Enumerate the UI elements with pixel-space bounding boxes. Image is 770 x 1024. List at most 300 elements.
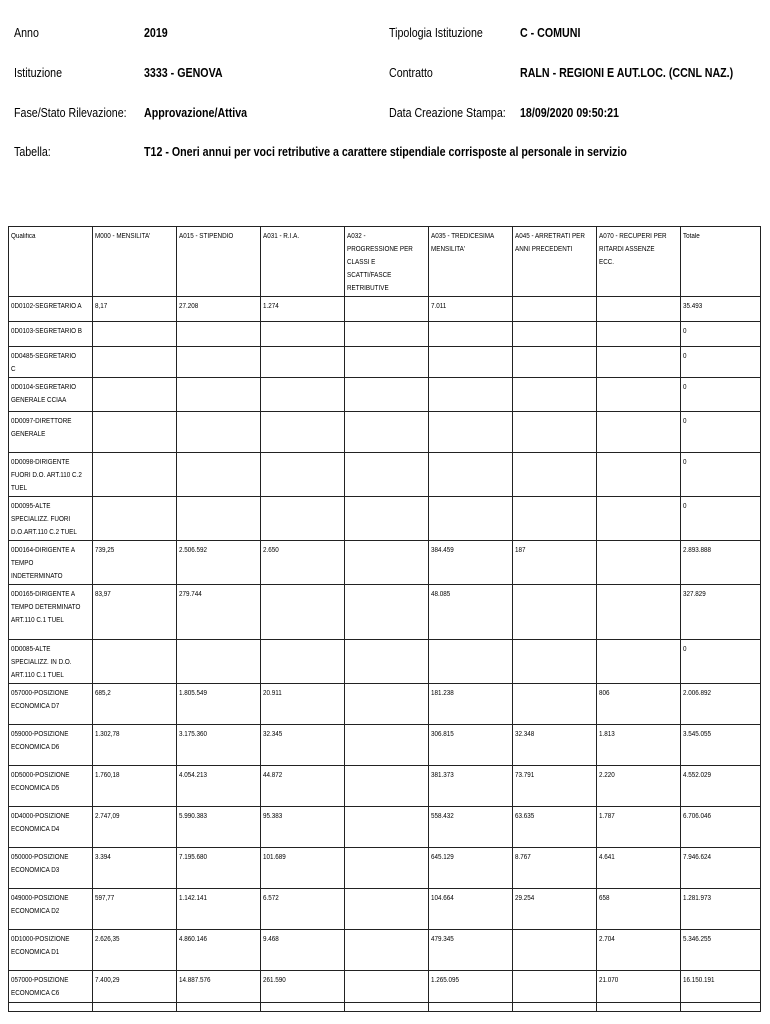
value-cell <box>345 848 429 889</box>
value-text: 4.054.213 <box>179 772 208 779</box>
column-header-label: Qualifica <box>11 233 36 240</box>
value-text: 1.265.095 <box>431 977 460 984</box>
qualifica-cell <box>9 971 93 1012</box>
value-cell <box>261 453 345 497</box>
table-row <box>9 378 761 412</box>
value-cell <box>597 725 681 766</box>
qualifica-text: 0D0095-ALTE SPECIALIZZ. FUORI D.O.ART.110 C.2 TUEL <box>11 503 77 536</box>
value-cell <box>681 640 761 684</box>
value-cell <box>93 322 177 347</box>
value-cell <box>429 766 513 807</box>
column-header-label: Totale <box>683 233 700 240</box>
value-cell <box>429 930 513 971</box>
value-text: 32.348 <box>515 731 535 738</box>
value-cell <box>177 684 261 725</box>
value-cell <box>681 807 761 848</box>
value-cell <box>93 684 177 725</box>
qualifica-cell <box>9 541 93 585</box>
value-text: 7.400,29 <box>95 977 120 984</box>
table-row <box>9 297 761 322</box>
value-cell <box>177 725 261 766</box>
qualifica-text: 0D0102-SEGRETARIO A <box>11 303 82 310</box>
value-cell <box>93 412 177 453</box>
qualifica-cell <box>9 807 93 848</box>
qualifica-cell <box>9 585 93 640</box>
column-header-label: A032 - PROGRESSIONE PER CLASSI E SCATTI/FASCE RETRIBUTIVE <box>347 233 413 292</box>
qualifica-text: 050000-POSIZIONE ECONOMICA D3 <box>11 854 69 874</box>
value-cell <box>261 889 345 930</box>
value-cell <box>681 889 761 930</box>
value-cell <box>345 497 429 541</box>
value-cell <box>429 497 513 541</box>
value-cell <box>177 297 261 322</box>
column-header-label: A070 - RECUPERI PER RITARDI ASSENZE ECC. <box>599 233 667 266</box>
value-cell <box>429 807 513 848</box>
table-row <box>9 930 761 971</box>
value-text: 558.432 <box>431 813 454 820</box>
value-cell <box>597 684 681 725</box>
column-header <box>681 227 761 297</box>
column-header-label: A045 - ARRETRATI PER ANNI PRECEDENTI <box>515 233 585 253</box>
qualifica-cell <box>9 725 93 766</box>
value-text: 479.345 <box>431 936 454 943</box>
value-cell <box>93 453 177 497</box>
value-text: 6.706.046 <box>683 813 712 820</box>
value-cell <box>513 453 597 497</box>
value-cell <box>513 585 597 640</box>
value-cell <box>681 766 761 807</box>
qualifica-text: 0D0164-DIRIGENTE A TEMPO INDETERMINATO <box>11 547 75 580</box>
value-cell <box>429 640 513 684</box>
contratto-label: Contratto <box>389 65 433 80</box>
value-text: 2.704 <box>599 936 615 943</box>
value-cell <box>261 297 345 322</box>
value-cell <box>93 725 177 766</box>
value-cell <box>261 412 345 453</box>
value-text: 381.373 <box>431 772 454 779</box>
fase-label: Fase/Stato Rilevazione: <box>14 105 127 120</box>
value-text: 2.747,09 <box>95 813 120 820</box>
value-cell <box>597 930 681 971</box>
qualifica-cell <box>9 453 93 497</box>
value-cell <box>345 684 429 725</box>
qualifica-text: 059000-POSIZIONE ECONOMICA D6 <box>11 731 69 751</box>
value-cell <box>93 971 177 1012</box>
qualifica-text: 0D4000-POSIZIONE ECONOMICA D4 <box>11 813 70 833</box>
value-text: 261.590 <box>263 977 286 984</box>
value-cell <box>93 640 177 684</box>
qualifica-text: 049000-POSIZIONE ECONOMICA D2 <box>11 895 69 915</box>
value-text: 73.791 <box>515 772 535 779</box>
value-text: 16.150.191 <box>683 977 715 984</box>
tipologia-value: C - COMUNI <box>520 25 581 40</box>
value-text: 0 <box>683 353 687 360</box>
value-cell <box>93 889 177 930</box>
value-text: 83,97 <box>95 591 111 598</box>
value-cell <box>261 725 345 766</box>
value-text: 7.011 <box>431 303 447 310</box>
value-text: 181.238 <box>431 690 454 697</box>
value-cell <box>513 378 597 412</box>
value-cell <box>681 541 761 585</box>
value-cell <box>261 497 345 541</box>
qualifica-cell <box>9 378 93 412</box>
value-text: 658 <box>599 895 610 902</box>
table-row <box>9 640 761 684</box>
qualifica-cell <box>9 889 93 930</box>
value-text: 35.493 <box>683 303 703 310</box>
table-row <box>9 766 761 807</box>
table-row <box>9 971 761 1012</box>
value-cell <box>93 585 177 640</box>
value-text: 327.829 <box>683 591 706 598</box>
value-text: 20.911 <box>263 690 282 697</box>
value-cell <box>93 807 177 848</box>
value-cell <box>345 725 429 766</box>
value-cell <box>681 297 761 322</box>
value-cell <box>93 766 177 807</box>
value-cell <box>345 322 429 347</box>
value-cell <box>177 378 261 412</box>
value-cell <box>681 322 761 347</box>
value-text: 101.689 <box>263 854 286 861</box>
value-cell <box>681 347 761 378</box>
tabella-value: T12 - Oneri annui per voci retributive a carattere stipendiale corrisposte al personale in servizio <box>144 144 627 159</box>
qualifica-text: 0D5000-POSIZIONE ECONOMICA D5 <box>11 772 70 792</box>
value-cell <box>513 322 597 347</box>
value-cell <box>345 297 429 322</box>
value-text: 1.142.141 <box>179 895 208 902</box>
value-cell <box>597 585 681 640</box>
value-cell <box>513 497 597 541</box>
value-text: 3.175.360 <box>179 731 208 738</box>
value-cell <box>513 930 597 971</box>
value-text: 0 <box>683 646 687 653</box>
value-text: 27.208 <box>179 303 199 310</box>
value-text: 2.893.888 <box>683 547 712 554</box>
value-text: 63.635 <box>515 813 535 820</box>
value-cell <box>429 585 513 640</box>
table-row <box>9 541 761 585</box>
value-cell <box>513 640 597 684</box>
value-cell <box>681 930 761 971</box>
value-cell <box>261 971 345 1012</box>
istituzione-label: Istituzione <box>14 65 63 80</box>
value-cell <box>345 412 429 453</box>
value-cell <box>345 971 429 1012</box>
table-row <box>9 412 761 453</box>
value-text: 1.760,18 <box>95 772 120 779</box>
column-header <box>429 227 513 297</box>
tabella-label: Tabella: <box>14 144 51 159</box>
column-header <box>597 227 681 297</box>
value-cell <box>177 848 261 889</box>
value-text: 384.459 <box>431 547 454 554</box>
value-cell <box>261 541 345 585</box>
value-cell <box>345 453 429 497</box>
qualifica-text: 057000-POSIZIONE ECONOMICA D7 <box>11 690 69 710</box>
value-text: 48.085 <box>431 591 451 598</box>
qualifica-cell <box>9 297 93 322</box>
value-cell <box>429 971 513 1012</box>
value-text: 44.872 <box>263 772 283 779</box>
value-text: 5.346.255 <box>683 936 712 943</box>
value-cell <box>429 297 513 322</box>
value-cell <box>429 541 513 585</box>
value-cell <box>513 541 597 585</box>
value-text: 806 <box>599 690 610 697</box>
value-text: 597,77 <box>95 895 115 902</box>
qualifica-text: 0D1000-POSIZIONE ECONOMICA D1 <box>11 936 70 956</box>
value-text: 1.787 <box>599 813 615 820</box>
value-cell <box>681 378 761 412</box>
tipologia-label: Tipologia Istituzione <box>389 25 483 40</box>
value-text: 8,17 <box>95 303 108 310</box>
qualifica-cell <box>9 930 93 971</box>
value-cell <box>513 297 597 322</box>
value-cell <box>177 347 261 378</box>
value-text: 9.468 <box>263 936 279 943</box>
value-cell <box>597 453 681 497</box>
data-stampa-label: Data Creazione Stampa: <box>389 105 506 120</box>
value-text: 4.552.029 <box>683 772 712 779</box>
qualifica-cell <box>9 412 93 453</box>
qualifica-text: 0D0085-ALTE SPECIALIZZ. IN D.O. ART.110 C.1 TUEL <box>11 646 72 679</box>
column-header <box>9 227 93 297</box>
value-cell <box>345 347 429 378</box>
table-row <box>9 684 761 725</box>
value-cell <box>177 585 261 640</box>
table-row <box>9 347 761 378</box>
value-cell <box>93 347 177 378</box>
qualifica-cell <box>9 766 93 807</box>
value-text: 1.813 <box>599 731 615 738</box>
value-cell <box>513 971 597 1012</box>
table-row <box>9 889 761 930</box>
value-cell <box>513 766 597 807</box>
value-cell <box>345 585 429 640</box>
value-cell <box>597 412 681 453</box>
value-cell <box>513 412 597 453</box>
value-text: 7.946.624 <box>683 854 712 861</box>
value-cell <box>93 930 177 971</box>
value-cell <box>261 848 345 889</box>
value-text: 2.220 <box>599 772 615 779</box>
value-cell <box>177 412 261 453</box>
qualifica-text: 0D0097-DIRETTORE GENERALE <box>11 418 72 438</box>
value-cell <box>429 378 513 412</box>
value-text: 279.744 <box>179 591 202 598</box>
value-cell <box>345 640 429 684</box>
value-cell <box>429 453 513 497</box>
qualifica-cell <box>9 640 93 684</box>
value-text: 6.572 <box>263 895 279 902</box>
table-row <box>9 585 761 640</box>
value-cell <box>345 930 429 971</box>
value-cell <box>429 322 513 347</box>
table-row <box>9 848 761 889</box>
oneri-table <box>8 226 761 1012</box>
value-cell <box>597 766 681 807</box>
value-cell <box>177 640 261 684</box>
value-cell <box>681 725 761 766</box>
value-cell <box>177 889 261 930</box>
value-cell <box>177 766 261 807</box>
value-text: 685,2 <box>95 690 111 697</box>
value-cell <box>597 297 681 322</box>
value-text: 2.006.892 <box>683 690 712 697</box>
value-text: 5.990.383 <box>179 813 208 820</box>
column-header-label: A031 - R.I.A. <box>263 233 300 240</box>
value-cell <box>597 541 681 585</box>
value-cell <box>429 848 513 889</box>
value-cell <box>429 684 513 725</box>
value-cell <box>345 807 429 848</box>
value-cell <box>681 412 761 453</box>
value-cell <box>261 807 345 848</box>
qualifica-cell <box>9 347 93 378</box>
value-text: 645.129 <box>431 854 454 861</box>
value-text: 104.664 <box>431 895 454 902</box>
qualifica-text: 0D0104-SEGRETARIO GENERALE CCIAA <box>11 384 77 404</box>
value-cell <box>597 889 681 930</box>
value-cell <box>261 347 345 378</box>
qualifica-cell <box>9 684 93 725</box>
value-cell <box>93 497 177 541</box>
value-cell <box>597 971 681 1012</box>
value-cell <box>261 930 345 971</box>
value-cell <box>681 971 761 1012</box>
value-text: 2.506.592 <box>179 547 208 554</box>
qualifica-cell <box>9 497 93 541</box>
column-header <box>261 227 345 297</box>
value-cell <box>261 322 345 347</box>
column-header <box>345 227 429 297</box>
value-text: 29.254 <box>515 895 535 902</box>
value-cell <box>93 541 177 585</box>
value-text: 739,25 <box>95 547 115 554</box>
value-cell <box>177 322 261 347</box>
value-text: 2.626,35 <box>95 936 120 943</box>
value-cell <box>93 848 177 889</box>
value-cell <box>597 378 681 412</box>
column-header-label: A035 - TREDICESIMA MENSILITA' <box>431 233 494 253</box>
value-text: 0 <box>683 459 687 466</box>
value-text: 2.650 <box>263 547 279 554</box>
value-text: 4.860.146 <box>179 936 208 943</box>
fase-value: Approvazione/Attiva <box>144 105 248 120</box>
value-cell <box>513 807 597 848</box>
anno-value: 2019 <box>144 25 168 40</box>
value-cell <box>429 347 513 378</box>
istituzione-value: 3333 - GENOVA <box>144 65 223 80</box>
table-row <box>9 322 761 347</box>
qualifica-text: 0D0165-DIRIGENTE A TEMPO DETERMINATO ART.110 C.1 TUEL <box>11 591 81 624</box>
value-cell <box>681 497 761 541</box>
value-cell <box>261 766 345 807</box>
value-cell <box>597 640 681 684</box>
value-cell <box>597 497 681 541</box>
value-cell <box>345 541 429 585</box>
value-cell <box>513 725 597 766</box>
column-header <box>513 227 597 297</box>
value-cell <box>597 848 681 889</box>
column-header <box>93 227 177 297</box>
value-cell <box>513 848 597 889</box>
value-cell <box>261 378 345 412</box>
qualifica-cell <box>9 848 93 889</box>
table-row <box>9 807 761 848</box>
value-text: 14.887.576 <box>179 977 211 984</box>
value-cell <box>597 347 681 378</box>
value-text: 3.545.055 <box>683 731 712 738</box>
value-cell <box>177 807 261 848</box>
value-cell <box>513 684 597 725</box>
qualifica-cell <box>9 322 93 347</box>
qualifica-text: 0D0485-SEGRETARIO C <box>11 353 77 373</box>
value-text: 32.345 <box>263 731 283 738</box>
value-cell <box>261 640 345 684</box>
value-text: 4.641 <box>599 854 615 861</box>
table-bottom-rule <box>8 1002 760 1003</box>
value-text: 0 <box>683 503 687 510</box>
value-cell <box>345 378 429 412</box>
value-cell <box>513 347 597 378</box>
value-text: 21.070 <box>599 977 619 984</box>
value-cell <box>345 766 429 807</box>
value-text: 0 <box>683 384 687 391</box>
value-cell <box>597 322 681 347</box>
value-cell <box>681 453 761 497</box>
contratto-value: RALN - REGIONI E AUT.LOC. (CCNL NAZ.) <box>520 65 734 80</box>
column-header <box>177 227 261 297</box>
value-text: 0 <box>683 328 687 335</box>
value-cell <box>261 684 345 725</box>
table-row <box>9 725 761 766</box>
value-text: 3.394 <box>95 854 111 861</box>
value-text: 7.195.680 <box>179 854 208 861</box>
value-text: 306.815 <box>431 731 454 738</box>
value-cell <box>93 297 177 322</box>
value-text: 1.281.973 <box>683 895 712 902</box>
value-cell <box>681 585 761 640</box>
value-cell <box>93 378 177 412</box>
value-cell <box>429 725 513 766</box>
value-cell <box>513 889 597 930</box>
value-cell <box>177 930 261 971</box>
qualifica-text: 057000-POSIZIONE ECONOMICA C6 <box>11 977 69 997</box>
value-cell <box>345 889 429 930</box>
value-text: 1.274 <box>263 303 279 310</box>
value-text: 95.383 <box>263 813 283 820</box>
table-header-row <box>9 227 761 297</box>
value-text: 187 <box>515 547 526 554</box>
value-text: 1.805.549 <box>179 690 208 697</box>
value-cell <box>429 889 513 930</box>
value-cell <box>681 684 761 725</box>
value-cell <box>177 541 261 585</box>
value-cell <box>177 453 261 497</box>
value-cell <box>261 585 345 640</box>
column-header-label: M000 - MENSILITA' <box>95 233 151 240</box>
table-row <box>9 497 761 541</box>
value-cell <box>681 848 761 889</box>
value-text: 1.302,78 <box>95 731 120 738</box>
anno-label: Anno <box>14 25 39 40</box>
value-cell <box>177 497 261 541</box>
value-cell <box>429 412 513 453</box>
column-header-label: A015 - STIPENDIO <box>179 233 234 240</box>
